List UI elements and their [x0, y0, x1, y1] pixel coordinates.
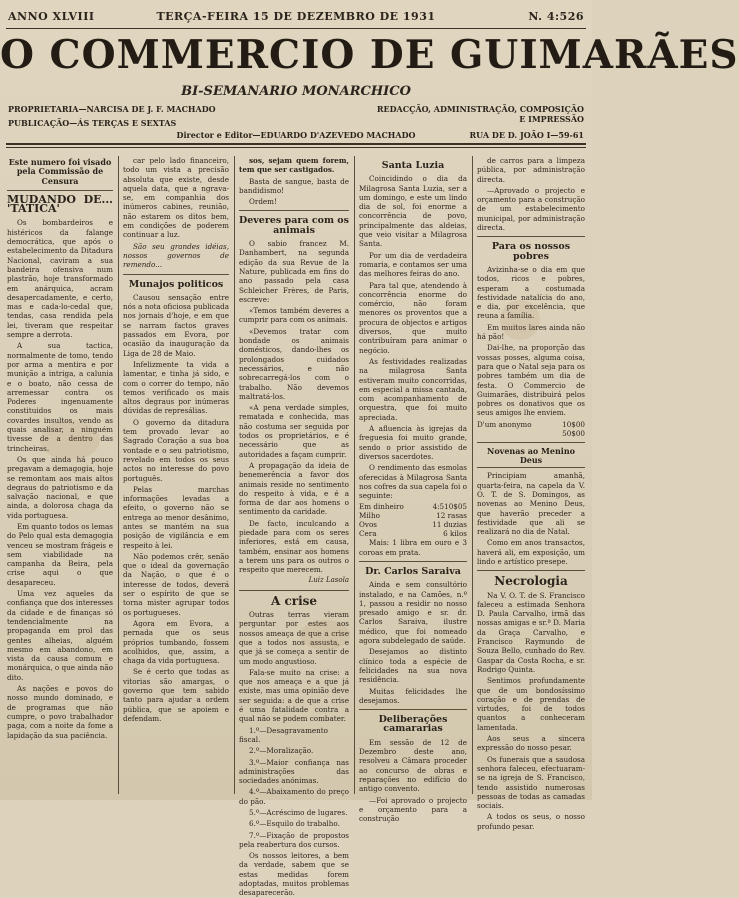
row-value: 10$00: [562, 419, 585, 429]
article-paragraph: Uma vez aqueles da confiança que dos interesses da cidade e de finanças só tendencialmente na propaganda em prol das gentes alheias, alguém mesmo em abandono, em vista da causa comum e monárquica, o que ainda não dito.: [7, 589, 113, 682]
article-paragraph: O sabio francez M. Danhambert, na segunda edição da sua Revue de la Nature, publicada em fins do ano passado pela casa Schleicher Frères, de Paris, escreve:: [239, 239, 349, 304]
article-paragraph: «Temos também deveres a cumprir para com os animais.: [239, 306, 349, 325]
column-separator: [472, 156, 473, 794]
divider: [6, 28, 586, 29]
article-paragraph: As festividades realizadas na milagrosa Santa estiveram muito concorridas, em especial a missa cantada, com acompanhamento de orquestra, que foi muito apreciada.: [359, 356, 467, 422]
article-signature: Luiz Lasola: [308, 576, 349, 585]
issue-number: N. 4:526: [528, 10, 584, 23]
row-value: 11 duzias: [432, 520, 467, 530]
row-label: Ovos: [359, 520, 377, 530]
divider: [239, 210, 349, 211]
publication-label: PUBLICAÇÃO—ÁS TERÇAS E SEXTAS: [8, 118, 177, 128]
divider: [477, 236, 585, 237]
divider: [359, 709, 467, 710]
article-paragraph: Em muitos lares ainda não há pão!: [477, 322, 585, 342]
article-paragraph: car pelo lado financeiro, todo um vista a precisão absoluta que existe, desde aquela data, que a ngrava-se, em companhia dos inúmeros cabines, reunião, não estarem os ditos bem, em condições de poderem continuar a luz.: [123, 156, 229, 240]
row-label: Milho: [359, 511, 380, 521]
article-paragraph: «A pena verdade simples, rematada e conhecida, mas não costuma ser seguida por todos os proprietários, e é necessário que as autoridades a façam cumprir.: [239, 403, 349, 459]
article-paragraph: A afluencia às igrejas da freguesia foi muito grande, sendo o prior assistido de diversos sacerdotes.: [359, 424, 467, 461]
article-paragraph: Aos seus a sincera expressão do nosso pesar.: [477, 734, 585, 753]
redaction-label-2: E IMPRESSÃO: [519, 114, 584, 124]
article-paragraph: Em sessão de 12 de Dezembro deste ano, resolveu a Câmara proceder ao concurso de obras e reparações no edifício do antigo convento.: [359, 737, 467, 794]
director-label: Director e Editor—EDUARDO D'AZEVEDO MACHADO: [176, 130, 416, 140]
year-label: ANNO XLVIII: [8, 10, 95, 23]
section-title: Deliberações camararias: [378, 714, 448, 735]
article-paragraph: As nações e povos do nosso mundo dominado, e de programas que não cumpre, o povo trabalhador paga, com a noite da fome a lapidação da sua paciência.: [7, 684, 113, 740]
table-row: [477, 429, 585, 438]
article-paragraph: Desejamos ao distinto clínico toda a espécie de felicidades na sua nova residência.: [359, 647, 467, 685]
divider: [359, 561, 467, 562]
article-paragraph: Fala-se muito na crise: a que nos ameaça e a que já existe, mas uma opinião deve ser seguida: a de que a crise é uma fatalidade contra a qual não se podem combater.: [239, 667, 349, 724]
article-paragraph: 2.º—Moralização.: [249, 746, 314, 756]
row-total: 50$00: [562, 428, 585, 438]
article-paragraph: 4.º—Abaixamento do preço do pão.: [239, 787, 349, 806]
paper-stain: [500, 300, 540, 340]
article-paragraph: de carros para a limpeza pública, por administração directa.: [477, 156, 585, 184]
section-title: A crise: [270, 593, 318, 608]
article-paragraph: Dai-lhe, na proporção das vossas posses, alguma coisa, para que o Natal seja para os pobres também um dia de festa. O Commercio de Guimarães, distribuirá pelos pobres os donativos que os seus amigos lhe enviem.: [477, 343, 585, 418]
article-paragraph: Em quanto todos os lemas do Pelo qual esta demagogia venceu se mostram frágeis e sem viabilidade na campanha da Beira, pela crise aqui o que desapareceu.: [7, 521, 113, 587]
article-paragraph: Não podemos crêr, senão que o ideal da governação da Nação, o que é o interesse de todos, deverá ser o espírito de que se torna mister agrupar todos os portugueses.: [123, 551, 229, 617]
article-paragraph: —Foi aprovado o projecto e orçamento para a construção: [359, 795, 467, 824]
article-paragraph: Causou sensação entre nós a nota oficiosa publicada nos jornais d'hoje, e em que se narram factos graves passados em Evora, por ocasião da inauguração da Liga de 28 de Maio.: [123, 292, 229, 358]
section-title: Para os nossos pobres: [491, 241, 571, 262]
article-paragraph: O governo da ditadura tem provado levar ao Sagrado Coração a sua boa vontade e o seu patriotismo, revelado em todos os seus actos no interesse do povo português.: [123, 417, 229, 483]
article-paragraph: Agora em Evora, a pernada que os seus próprios tumbando, fossem acolhidos, que, assim, a chaga da vida portuguesa.: [123, 618, 229, 666]
article-paragraph: 1.º—Desagravamento fiscal.: [239, 725, 328, 744]
divider: [477, 442, 585, 443]
issue-date: TERÇA-FEIRA 15 DE DEZEMBRO DE 1931: [156, 10, 436, 23]
article-paragraph: Como em anos transactos, haverá ali, em exposição, um lindo e artístico presepe.: [477, 538, 585, 566]
column-1: [7, 156, 113, 796]
article-paragraph: Os nossos leitores, a bem da verdade, sabem que se estas medidas forem adoptadas, muitos problemas desaparecerão.: [239, 851, 349, 898]
article-headline: MUDANDO DE... 'TÁTICA': [7, 192, 113, 216]
newspaper-title: O COMMERCIO DE GUIMARÃES: [0, 32, 739, 78]
section-title: Santa Luzia: [381, 160, 445, 171]
censorship-note: Este numero foi visado pela Commissão de Censura: [8, 157, 112, 186]
article-paragraph: Por um dia de verdadeira romaria, e contamos ser uma das melhores feiras do ano.: [359, 250, 467, 279]
column-3: [239, 156, 349, 898]
article-paragraph: 5.º—Acréscimo de lugares.: [249, 808, 348, 817]
article-paragraph: —Aprovado o projecto e orçamento para a construção de um estabelecimento municipal, por administração directa.: [477, 185, 585, 233]
article-paragraph: Principiam amanhã, quarta-feira, na capela da V. O. T. de S. Domingos, as novenas ao Menino Deus, que haverão preceder a festividade que ali se realizará no dia de Natal.: [477, 471, 585, 537]
article-paragraph: O rendimento das esmolas oferecidas à Milagrosa Santa nos cofres da sua capela foi o seguinte:: [359, 463, 467, 501]
masthead-rule-thin: [6, 147, 586, 148]
paper-stain: [40, 420, 100, 460]
article-paragraph: Mais: 1 libra em ouro e 3 coroas em prata.: [359, 538, 467, 557]
article-paragraph: Se é certo que todas as vitorias são amargas, o governo que tem sabido tanto para ajudar a ordem pública, que se apoiem e defendam.: [123, 667, 229, 723]
article-paragraph: 6.º—Esquilo do trabalho.: [249, 819, 340, 829]
row-value: 12 rasas: [436, 511, 467, 521]
section-title: Munajos politicos: [128, 278, 224, 290]
article-paragraph: São seu grandes idéias, nossos governos de remendo...: [123, 241, 229, 270]
article-paragraph: Na V. O. T. de S. Francisco faleceu a estimada Senhora D. Paula Carvalho, irmã das nossas amigas e sr.ª D. Maria da Graça Carvalho, e Francisco Raymundo de Souza Bello, cunhado do Rev. Gaspar da Costa Rocha, e sr. Rodrigo Quinta.: [477, 590, 585, 674]
article-paragraph: A propagação da ideia de benemerência a favor dos animais reside no sentimento do respeito à vida, e é a forma de dar aos homens o sentimento da caridade.: [239, 460, 349, 517]
article-paragraph: Coincidindo o dia da Milagrosa Santa Luzia, ser a um domingo, e este um lindo dia de sol, foi enorme a concorrência de povo, principalmente das aldeias, que veio visitar a Milagrosa Santa.: [359, 174, 467, 249]
article-paragraph: Pelas marchas informações levadas a efeito, o governo não se entrega ao menor desânimo, antes se mantém na sua posição de vigilância e em respeito à lei.: [123, 484, 229, 550]
donations-table: [477, 420, 585, 438]
newspaper-subtitle: BI-SEMANARIO MONARCHICO: [181, 84, 411, 99]
article-paragraph: A sua tactica, normalmente de tomo, tendo por arma a mentira e por munição a intriga, a calunia e o boato, não cessa de arremessar contra os Poderes ingenuamente constituidos os mais covardes insultos, vendo as quais analisar, a ninguém tivesse de a dentro das trincheiras.: [7, 341, 113, 453]
divider: [7, 190, 113, 191]
address-label: RUA DE D. JOÃO I—59-61: [469, 130, 584, 140]
article-paragraph: Ordem!: [249, 197, 277, 207]
article-paragraph: Os que ainda há pouco pregavam a demagogia, hoje se remontam aos mais altos degraus do patriotismo e da salvação nacional, e que ainda, a dolorosa chaga da vida portuguesa.: [7, 454, 113, 520]
section-title: Novenas ao Menino Deus: [477, 447, 585, 469]
article-paragraph: Os bombardeiros e histéricos da falange democrática, que após o estabelecimento da Ditadura Nacional, caviram a sua bandeira ofensiva num plastrão, hoje transformado em anárquica, acram desapercadamente, e certo, mas e cada-lo-cedal que, tendas, casa rendida pela lei, tiveram que respeitar sempre a derrota.: [7, 218, 113, 340]
column-5: [477, 156, 585, 831]
article-paragraph: De facto, inculcando a piedade para com os seres inferiores, está em causa, também, ensinar aos homens a terem uns para os outros o respeito que merecem.: [239, 518, 349, 575]
article-paragraph: Outras terras vieram perguntar por estes aos nossos ameaça de que a crise que a todos nos assusta, e que já se começa a sentir de um modo angustioso.: [239, 610, 349, 666]
article-paragraph: sos, sejam quem forem, tem que ser castigados.: [239, 156, 349, 175]
article-paragraph: Para tal que, atendendo à concorrência enorme do comércio, não foram menores os proventos que a procura de objectos e artigos diversos, que muito contribuíram para animar o negócio.: [359, 280, 467, 355]
article-paragraph: Os funerais que a saudosa senhora faleceu, efectuaram-se na igreja de S. Francisco, tendo assistido numerosas pessoas de todas as camadas sociais.: [477, 754, 585, 811]
article-paragraph: 3.º—Maior confiança nas administrações das sociedades anónimas.: [239, 757, 349, 786]
article-paragraph: A todos os seus, o nosso profundo pesar.: [477, 812, 585, 831]
column-separator: [118, 156, 119, 794]
masthead-meta: [8, 100, 584, 142]
table-row: [359, 511, 467, 520]
column-4: [359, 156, 467, 824]
row-value: 6 kilos: [443, 529, 467, 539]
article-paragraph: 7.º—Fixação de propostos pela reabertura dos cursos.: [239, 830, 349, 849]
article-paragraph: Avizinha-se o dia em que todos, ricos e pobres, esperam a costumada festividade natalícia do ano, e dia, por excelência, que reuna a família.: [477, 264, 585, 321]
redaction-label: REDACÇÃO, ADMINISTRAÇÃO, COMPOSIÇÃO: [376, 104, 584, 114]
article-paragraph: Muitas felicidades lhe desejamos.: [359, 686, 467, 705]
article-paragraph: Basta de sangue, basta de bandidismo!: [239, 176, 349, 195]
masthead-topline: [8, 10, 584, 26]
paper-stain: [300, 620, 350, 650]
divider: [123, 274, 229, 275]
table-row: [359, 529, 467, 538]
row-value: 4:510$05: [432, 502, 467, 512]
column-separator: [354, 156, 355, 794]
article-paragraph: Infelizmente ta vida a lamentar, e tinha já sido, e com o correr do tempo, não temos verificado os mais altos degraus por inúmeras dúvidas de represálias.: [123, 359, 229, 416]
owner-label: PROPRIETARIA—NARCISA DE J. F. MACHADO: [8, 104, 216, 114]
section-title: Necrologia: [494, 574, 568, 589]
divider: [239, 590, 349, 591]
table-row: [359, 502, 467, 511]
column-2: [123, 156, 229, 796]
row-label: Em dinheiro: [359, 502, 404, 512]
table-row: [477, 420, 585, 429]
masthead-rule: [6, 143, 586, 145]
article-paragraph: «Devemos tratar com bondade os animais domésticos, dando-lhes os prolongados cuidados necessários, e não sobrecarregá-los com o trabalho. Não devemos maltratá-los.: [239, 326, 349, 401]
section-title: Deveres para com os animais: [239, 215, 349, 236]
row-label: Cera: [359, 529, 377, 539]
article-paragraph: Ainda e sem consultório instalado, e na Camões, n.º 1, passou a residir no nosso presado amigo e sr. dr. Carlos Saraiva, ilustre médico, que foi nomeado agora subdelegado de saúde.: [359, 580, 467, 646]
section-title: Dr. Carlos Saraiva: [365, 565, 461, 577]
article-paragraph: Sentimos profundamente que de um bondosíssimo coração e de prendas de virtudes, foi de todos quantos a conheceram lamentada.: [477, 676, 585, 732]
divider: [477, 570, 585, 571]
column-separator: [234, 156, 235, 794]
table-row: [359, 520, 467, 529]
row-label: D'um anonymo: [477, 419, 532, 429]
donations-table: [359, 502, 467, 538]
